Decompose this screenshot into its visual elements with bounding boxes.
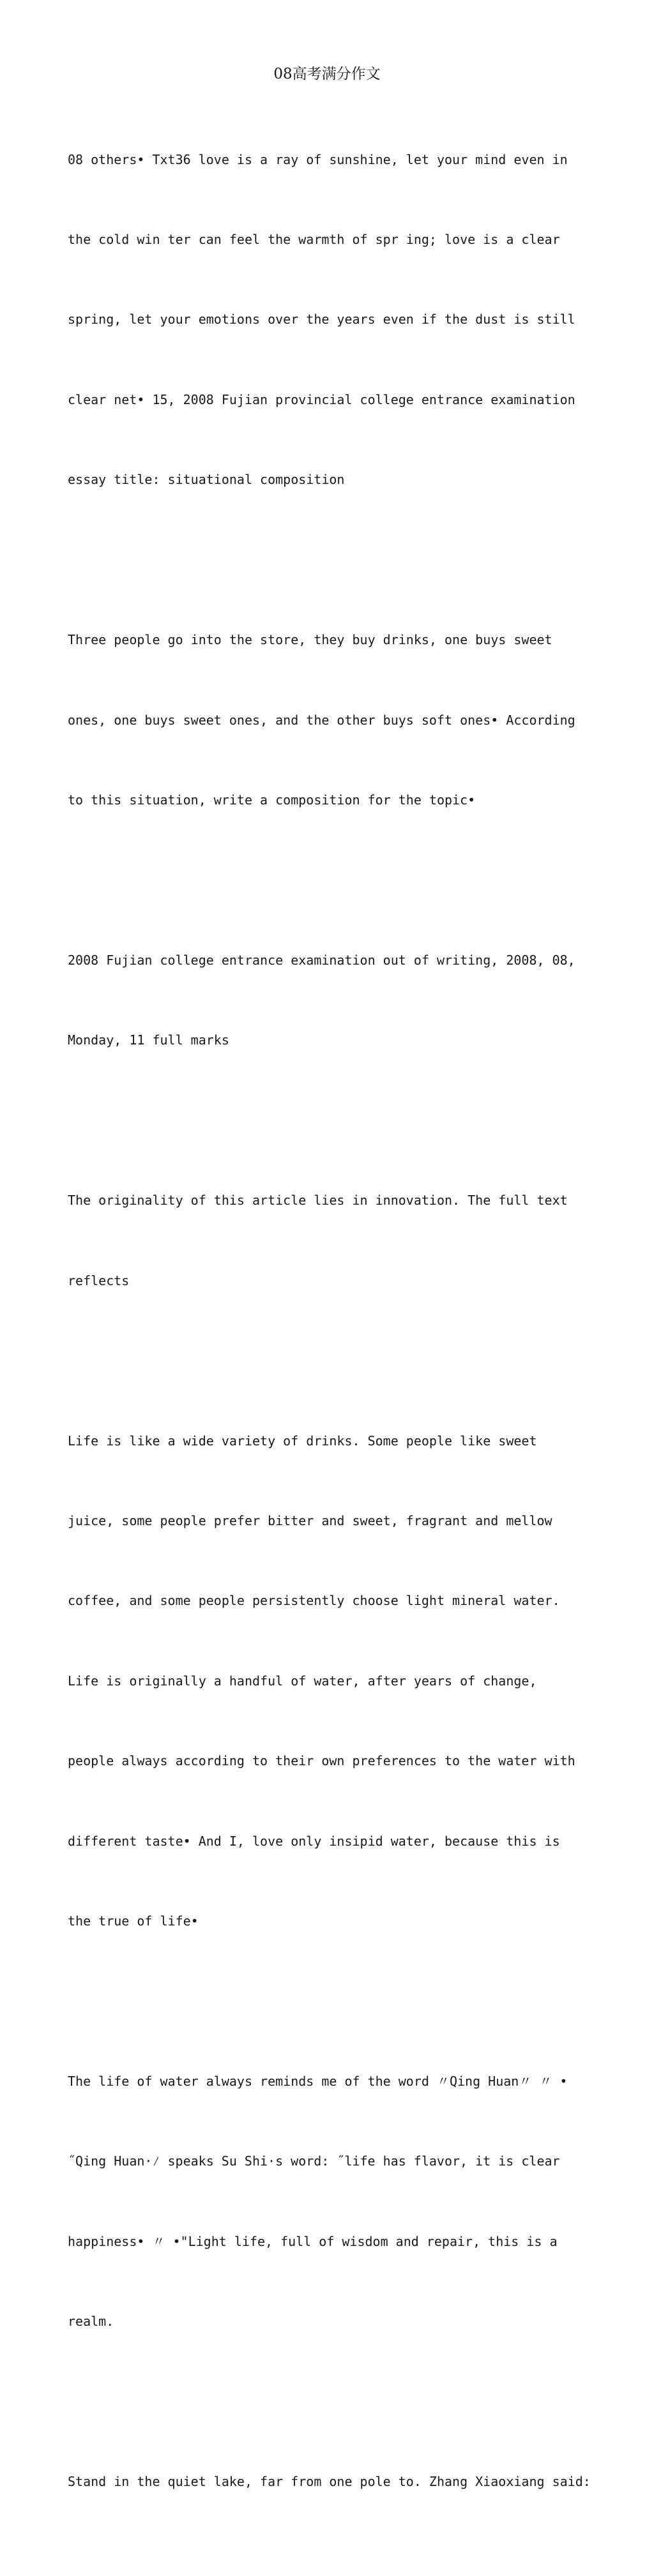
- text-line: different taste• And I, love only insipid water, because this is: [68, 1833, 560, 1849]
- text-line: reflects: [68, 1272, 130, 1288]
- document-title: 08高考满分作文: [273, 66, 381, 82]
- text-line: Stand in the quiet lake, far from one pole to. Zhang Xiaoxiang said:: [68, 2474, 591, 2490]
- text-line: ˝Qing Huan·⁄ speaks Su Shi·s word: ˝life has flavor, it is clear: [68, 2153, 560, 2169]
- text-line: to this situation, write a composition for the topic•: [68, 792, 476, 808]
- text-line: realm.: [68, 2314, 114, 2330]
- text-line: clear net• 15, 2008 Fujian provincial college entrance examination: [68, 391, 575, 407]
- text-line: Monday, 11 full marks: [68, 1032, 229, 1048]
- paragraph-7: [68, 2416, 591, 2549]
- text-line: people always according to their own preferences to the water with: [68, 1753, 575, 1769]
- text-line: the true of life•: [68, 1913, 199, 1929]
- text-line: the cold win ter can feel the warmth of spr ing; love is a clear: [68, 231, 560, 247]
- text-line: Life is originally a handful of water, after years of change,: [68, 1673, 537, 1689]
- text-line: The life of water always reminds me of the word 〃Qing Huan〃 〃 •: [68, 2073, 568, 2089]
- text-line: Three people go into the store, they buy drinks, one buys sweet: [68, 632, 552, 648]
- text-line: essay title: situational composition: [68, 472, 345, 488]
- document-body: [68, 93, 591, 2576]
- text-line: spring, let your emotions over the years even if the dust is still: [68, 312, 575, 328]
- paragraph-5: [68, 1375, 591, 1988]
- text-line: Life is like a wide variety of drinks. Some people like sweet: [68, 1433, 537, 1449]
- text-line: 2008 Fujian college entrance examination out of writing, 2008, 08,: [68, 952, 575, 968]
- text-line: 08 others• Txt36 love is a ray of sunshine, let your mind even in: [68, 151, 568, 167]
- text-line: happiness• 〃 •"Light life, full of wisdom and repair, this is a: [68, 2233, 558, 2249]
- paragraph-3: [68, 894, 591, 1107]
- paragraph-4: [68, 1134, 591, 1348]
- text-line: ones, one buys sweet ones, and the other buys soft ones• According: [68, 712, 575, 728]
- text-line: juice, some people prefer bitter and sweet, fragrant and mellow: [68, 1513, 552, 1529]
- text-line: The originality of this article lies in innovation. The full text: [68, 1193, 568, 1209]
- text-line: coffee, and some people persistently choose light mineral water.: [68, 1593, 560, 1609]
- paragraph-2: [68, 574, 591, 868]
- paragraph-6: [68, 2015, 591, 2388]
- paragraph-1: [68, 93, 591, 547]
